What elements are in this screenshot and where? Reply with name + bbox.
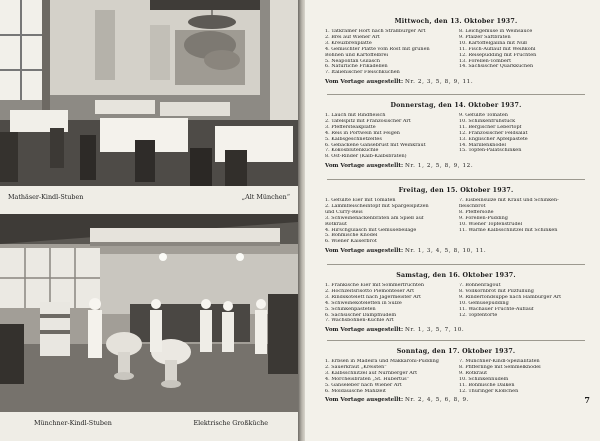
menu-column-right — [459, 359, 587, 394]
page-number: 7 — [584, 395, 590, 405]
menu-item: 5. Neapolitan Gulasch — [325, 58, 381, 64]
menu-item: 2. Sauerkraut „Kreisten“ — [325, 364, 387, 370]
day-title: Mittwoch, den 13. Oktober 1937. — [394, 18, 518, 25]
menu-item: 12. Topfentorte — [459, 312, 498, 318]
menu-item: 8. Pfifferlinge mit Semmelknödel — [459, 364, 541, 370]
menu-item: 10. Wiener Topfenstrudel — [459, 221, 523, 227]
menu-item: 12. Französischer Feldsalat — [459, 130, 528, 136]
menu-item: 4. Mörcheisbraten „St. Hubertus“ — [325, 376, 410, 382]
vom-vortage-line — [325, 397, 587, 403]
vom-vortage-label: Vom Vortage ausgestellt: — [325, 163, 404, 170]
day-menu-wednesday — [325, 18, 587, 85]
menu-item: 14. Marillenknödel — [459, 142, 506, 148]
divider — [327, 340, 585, 341]
vom-vortage-numbers: Nr. 2, 3, 5, 8, 9, 11. — [405, 79, 474, 86]
vom-vortage-label: Vom Vortage ausgestellt: — [325, 248, 404, 255]
menu-item: 6. Sächsischer Dampfnudeln — [325, 312, 397, 318]
menu-item: 9. Rinderfondsuppe nach Hamburger Art — [459, 294, 562, 300]
menu-item: 7. Wachsbohnen-Küchle Art — [325, 318, 394, 324]
vom-vortage-label: Vom Vortage ausgestellt: — [325, 397, 404, 404]
right-page — [305, 0, 600, 441]
menu-item: 12. Reisepudding mit Früchten — [459, 52, 537, 58]
menu-item: Bohnen und Kartoffelbrei — [325, 52, 389, 58]
menu-item: 10. Kartoffelgalina mit Nuß — [459, 40, 528, 46]
menu-item: 8. Vollkornbrot mit Pilzfüllung — [459, 288, 534, 294]
menu-item: 15. Topfen-Palatschinken — [459, 148, 522, 154]
vom-vortage-numbers: Nr. 1, 3, 5, 7, 10. — [405, 327, 465, 334]
menu-item: 8. Pfeffersoße — [459, 209, 494, 215]
day-title: Sonntag, den 17. Oktober 1937. — [396, 348, 516, 355]
book-gutter — [298, 0, 305, 441]
menu-item: 2. Lammfleischeintopf mit Spargelspitzen — [325, 203, 429, 209]
day-menu-thursday — [325, 102, 587, 169]
menu-item: 8. Leichgemüse in Weinsauce — [459, 29, 533, 34]
menu-item: 6. Wiener Kaiserbrot — [325, 239, 377, 245]
menu-column-left — [325, 198, 453, 245]
menu-item: 11. Warme Kalbsschnitzel mit Schinken — [459, 227, 558, 233]
day-menu-saturday — [325, 272, 587, 333]
day-menu-friday — [325, 187, 587, 254]
menu-item: 1. Gefüllte Eier mit Tomaten — [325, 198, 396, 203]
menu-item: 3. Rindskotelett nach Jägermeister Art — [325, 294, 421, 300]
menu-item: und Curry-Reis — [325, 209, 363, 215]
menu-item: 10. Schinkennudeln — [459, 376, 509, 382]
menu-item: 7. Italienischer Fleischküchen — [325, 70, 400, 76]
vom-vortage-line — [325, 327, 587, 333]
menu-column-left — [325, 359, 453, 394]
menu-item: 6. Gebackene Gänsebrust mit Weinkraut — [325, 142, 426, 148]
menu-item: Rotkraut — [325, 221, 347, 227]
menu-item: 5. Schinkenpasteten — [325, 306, 376, 312]
vom-vortage-line — [325, 163, 587, 169]
vom-vortage-line — [325, 79, 587, 85]
menu-item: 8. Ost-Rinder (Kalb-Kalbsbraten) — [325, 154, 407, 160]
menu-item: 2. Brei auf Wiener Art — [325, 34, 380, 40]
menu-item: fleischbrot — [459, 203, 486, 209]
menu-item: 7. Bohnenragout — [459, 283, 501, 288]
divider — [327, 179, 585, 180]
menu-item: 4. Reis in Portwein mit Feigen — [325, 130, 400, 136]
menu-item: 6. Natürliche Frikadellen — [325, 64, 388, 70]
menu-item: 11. Wachauer Früchte-Auflauf — [459, 306, 534, 312]
vom-vortage-numbers: Nr. 2, 4, 5, 6, 8, 9. — [405, 397, 470, 404]
menu-item: 5. Gänseleber nach Wiener Art — [325, 382, 402, 388]
divider — [327, 264, 585, 265]
menu-item: 13. Forellen-Tombert — [459, 58, 512, 64]
menu-column-right — [459, 198, 587, 245]
menu-item: 9. Pfälzer Saftbraten — [459, 34, 511, 40]
menu-item: 13. Englischer Apfelpastete — [459, 136, 528, 142]
menu-column-left — [325, 29, 453, 76]
menu-item: 12. Thüringer Klößchen — [459, 388, 519, 394]
divider — [327, 94, 585, 95]
menu-item: 10. Schinkenfrühstück — [459, 118, 516, 124]
menu-item: 7. Kokosblütenküchle — [325, 148, 379, 154]
dining-room-photo — [0, 0, 298, 186]
menu-item: 7. Eisbeinsülze mit Kraut und Schinken- — [459, 198, 559, 203]
menu-item: 2. Tafelspitz mit Französischer Art — [325, 118, 411, 124]
menu-item: 2. Hochzeitsrisotto Piemonteser Art — [325, 288, 415, 294]
menu-column-right — [459, 113, 587, 160]
caption-bottom-left: Münchner-Kindl-Stuben — [34, 419, 112, 427]
day-menu-sunday — [325, 348, 587, 403]
menu-item: 11. Bergischer Lebertopf — [459, 124, 522, 130]
menu-item: 11. Fisch-Auflauf mit Weißkohl — [459, 46, 536, 52]
menu-item: 1. Lauch mit Rindfleisch — [325, 113, 386, 118]
menu-item: 3. Schweinenackenbraten am Spieß auf — [325, 215, 424, 221]
menu-item: 4. Schweinekoteletten in Sülze — [325, 300, 402, 306]
kitchen-photo — [0, 214, 298, 412]
vom-vortage-label: Vom Vortage ausgestellt: — [325, 327, 404, 334]
menu-item: 1. Tatkrämer Hort nach Straßburger Art — [325, 29, 426, 34]
menu-item: 1. Fränkische Eier mit Sommerfrüchten — [325, 283, 425, 288]
menu-item: 6. Moldauische Mahlzeit — [325, 388, 386, 394]
menu-item: 14. Sächsischer Quarkkuchen — [459, 64, 534, 70]
day-title: Donnerstag, den 14. Oktober 1937. — [390, 102, 522, 109]
menu-column-left — [325, 283, 453, 324]
menu-item: 5. Böhmische Knödel — [325, 233, 378, 239]
day-title: Freitag, den 15. Oktober 1937. — [398, 187, 514, 194]
menu-item: 9. Gefüllte Tomaten — [459, 113, 508, 118]
vom-vortage-numbers: Nr. 1, 2, 5, 8, 9, 12. — [405, 163, 474, 170]
menu-item: 3. Kalbsschnitzel auf Nürnberger Art — [325, 370, 418, 376]
vom-vortage-numbers: Nr. 1, 3, 4, 5, 8, 10, 11. — [405, 248, 487, 255]
caption-top-left: Mathäser-Kindl-Stuben — [8, 193, 84, 201]
menu-item: 4. Gemischter Platte vom Rost mit grünen — [325, 46, 430, 52]
day-title: Samstag, den 16. Oktober 1937. — [396, 272, 516, 279]
caption-bottom-right: Elektrische Großküche — [193, 419, 268, 427]
menu-item: 3. Kreuzbrenplatte — [325, 40, 372, 46]
menu-item: 7. Münchner-Kindl-Spezialitäten — [459, 359, 540, 364]
menu-item: 9. Forellen-Pudding — [459, 215, 508, 221]
menu-item: 5. Kalbsgeschnetzeltes — [325, 136, 382, 142]
menu-item: 9. Rotkraut — [459, 370, 488, 376]
menu-item: 3. Pfeffersteakplatte — [325, 124, 376, 130]
menu-item: 4. Hirschgulasch mit Gemüsebeilage — [325, 227, 417, 233]
menu-column-right — [459, 283, 587, 324]
menu-item: 11. Böhmische Dalken — [459, 382, 515, 388]
menu-item: 10. Gemüsepudding — [459, 300, 509, 306]
vom-vortage-line — [325, 248, 587, 254]
menu-item: 1. Erbsen in Madeira und Makkaroni-Pudding — [325, 359, 439, 364]
caption-top-right: „Alt München“ — [241, 193, 290, 201]
vom-vortage-label: Vom Vortage ausgestellt: — [325, 79, 404, 86]
left-page — [0, 0, 298, 441]
menu-column-left — [325, 113, 453, 160]
menu-column-right — [459, 29, 587, 76]
